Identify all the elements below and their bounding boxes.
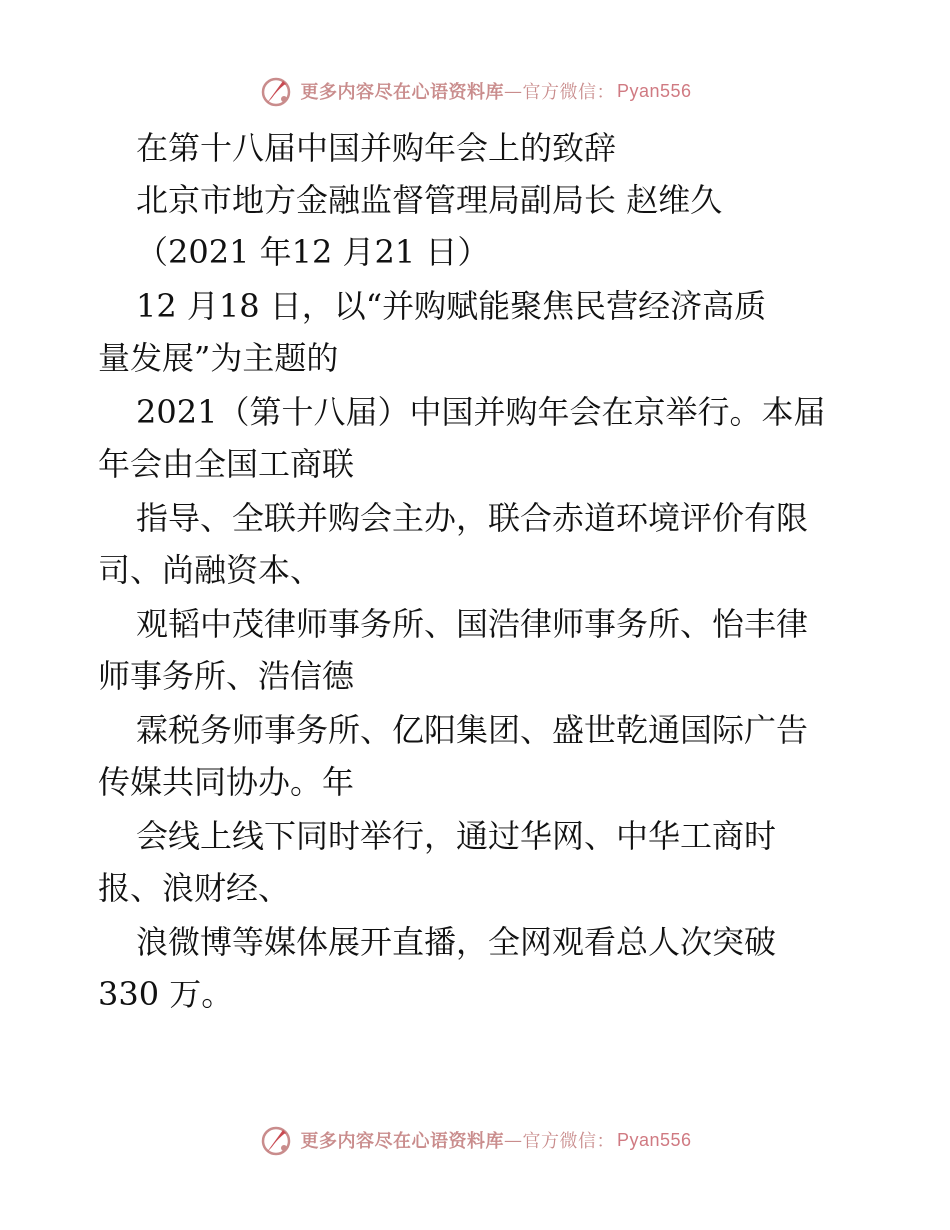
watermark-wechat-id: Pyan556 [616, 80, 692, 101]
watermark-wechat-label: 官方微信： [522, 82, 615, 103]
watermark-wechat-id: Pyan556 [616, 1129, 692, 1150]
watermark-separator: — [503, 80, 523, 102]
paragraph-line: 师事务所、浩信德 [98, 657, 355, 695]
quill-logo-icon [258, 73, 294, 109]
date-line: （2021 年12 月21 日） [136, 233, 490, 271]
watermark-header [0, 71, 950, 111]
paragraph-line: 报、浪财经、 [98, 869, 291, 907]
speaker-line: 北京市地方金融监督管理局副局长 赵维久 [136, 181, 723, 219]
paragraph-line: 会线上线下同时举行，通过华网、中华工商时 [136, 817, 777, 855]
paragraph-line: 传媒共同协办。年 [98, 763, 355, 801]
paragraph-line: 330 万。 [98, 975, 234, 1013]
watermark-wechat-label: 官方微信： [522, 1131, 615, 1152]
paragraph-line: 指导、全联并购会主办，联合赤道环境评价有限 [136, 499, 809, 537]
watermark-separator: — [503, 1129, 523, 1151]
paragraph-line: 年会由全国工商联 [98, 445, 355, 483]
paragraph-line: 12 月18 日，以“并购赋能聚焦民营经济高质 [136, 287, 767, 325]
paragraph-line: 浪微博等媒体展开直播，全网观看总人次突破 [136, 923, 777, 961]
paragraph-line: 量发展”为主题的 [98, 339, 339, 377]
speech-title: 在第十八届中国并购年会上的致辞 [136, 129, 617, 167]
document-body [98, 122, 858, 1020]
paragraph-line: 观韬中茂律师事务所、国浩律师事务所、怡丰律 [136, 605, 809, 643]
paragraph-line: 2021（第十八届）中国并购年会在京举行。本届 [136, 393, 826, 431]
quill-logo-icon [258, 1122, 294, 1158]
watermark-footer [0, 1120, 950, 1160]
paragraph-line: 霖税务师事务所、亿阳集团、盛世乾通国际广告 [136, 711, 809, 749]
watermark-main-text: 更多内容尽在心语资料库 [300, 1131, 504, 1152]
watermark-main-text: 更多内容尽在心语资料库 [300, 82, 504, 103]
paragraph-line: 司、尚融资本、 [98, 551, 323, 589]
